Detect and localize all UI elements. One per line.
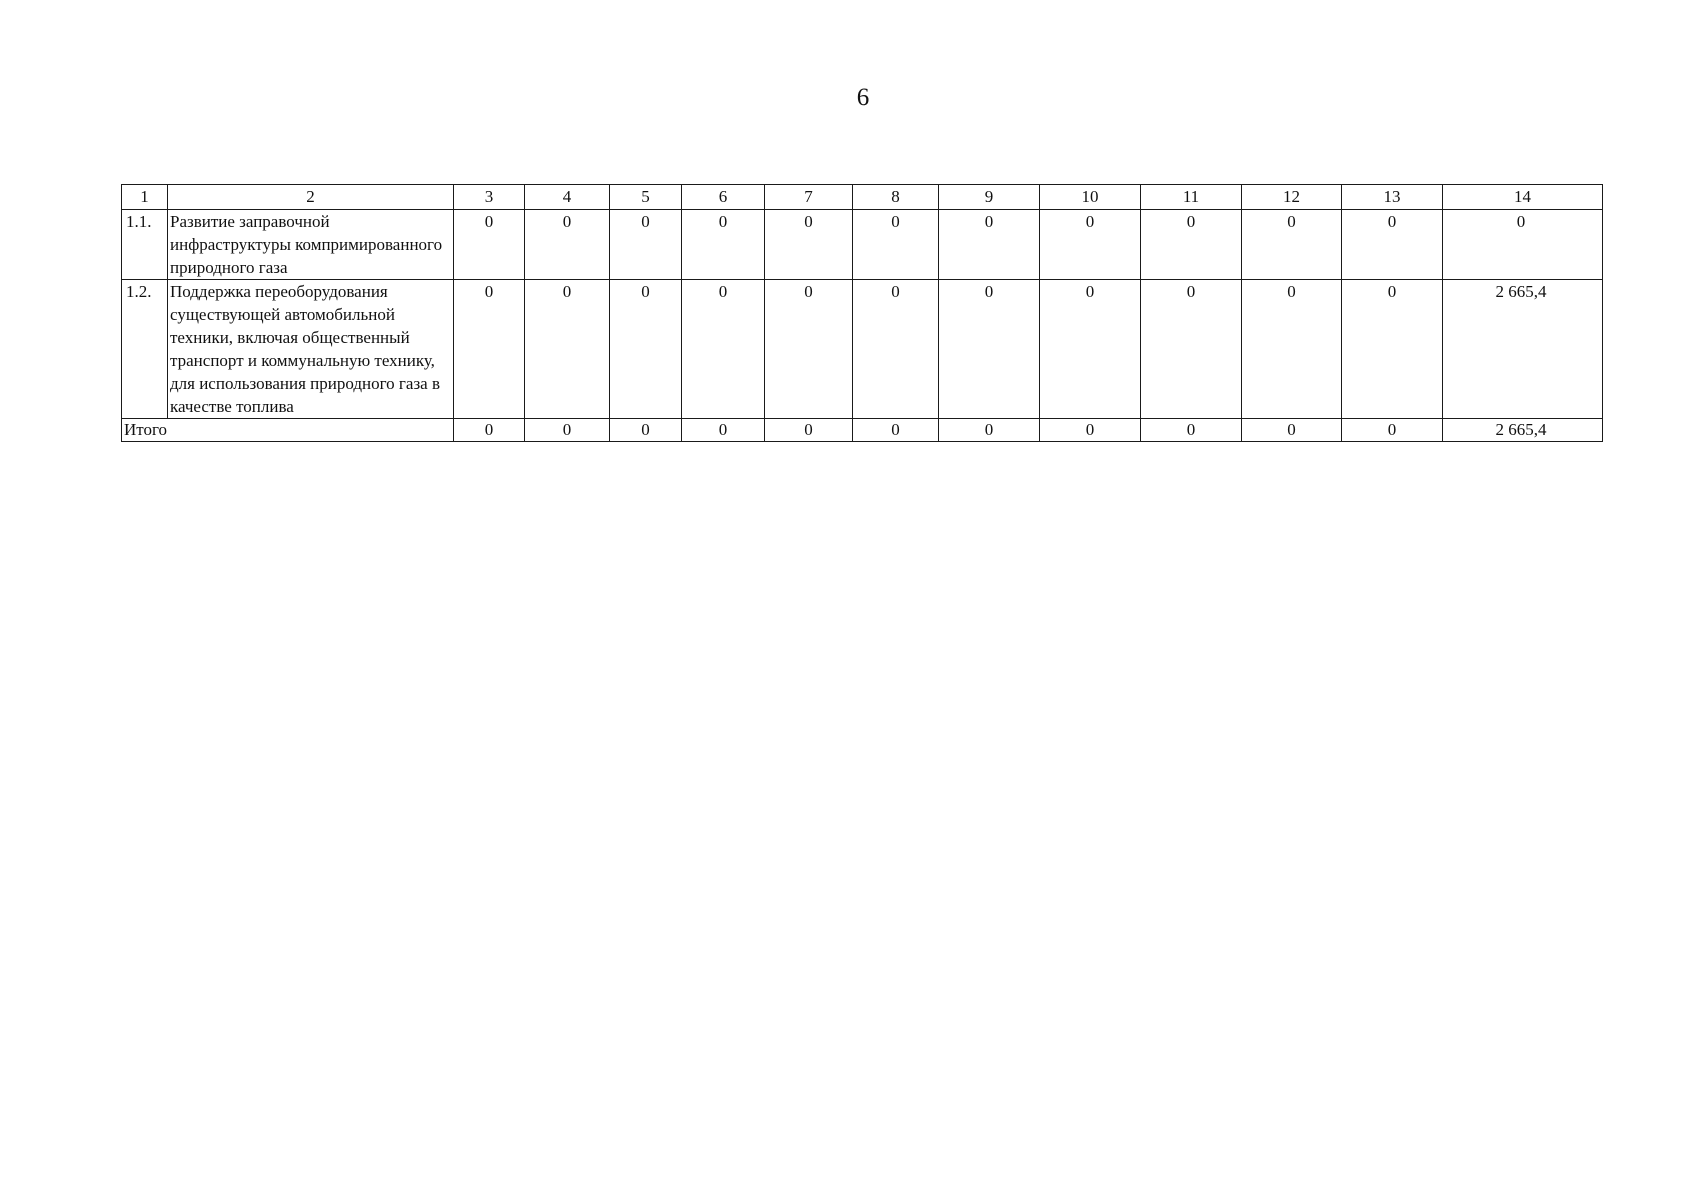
value-cell: 0 <box>1242 280 1342 419</box>
header-cell: 5 <box>610 185 682 210</box>
value-cell: 0 <box>1141 280 1242 419</box>
header-cell: 2 <box>168 185 454 210</box>
table-header-row <box>122 185 1603 210</box>
header-cell: 14 <box>1443 185 1603 210</box>
total-value-cell: 0 <box>610 419 682 442</box>
value-cell: 0 <box>610 210 682 280</box>
header-cell: 6 <box>682 185 765 210</box>
value-cell: 0 <box>682 210 765 280</box>
value-cell: 0 <box>939 280 1040 419</box>
total-value-cell: 0 <box>1040 419 1141 442</box>
total-value-cell: 0 <box>1141 419 1242 442</box>
header-cell: 12 <box>1242 185 1342 210</box>
row-number: 1.1. <box>122 210 168 280</box>
page-number: 6 <box>856 84 870 111</box>
value-cell: 0 <box>525 280 610 419</box>
row-name: Поддержка переоборудования существующей автомобильной техники, включая общественный транспорт и коммунальную технику, для использования природного газа в качестве топлива <box>168 280 454 419</box>
total-value-cell: 0 <box>939 419 1040 442</box>
budget-table <box>121 184 1603 442</box>
total-value-cell: 0 <box>1342 419 1443 442</box>
value-cell: 0 <box>1342 210 1443 280</box>
value-cell: 0 <box>682 280 765 419</box>
total-value-cell: 0 <box>454 419 525 442</box>
value-cell: 0 <box>454 280 525 419</box>
value-cell: 0 <box>1040 280 1141 419</box>
value-cell: 0 <box>1443 210 1603 280</box>
value-cell: 2 665,4 <box>1443 280 1603 419</box>
value-cell: 0 <box>853 280 939 419</box>
header-cell: 4 <box>525 185 610 210</box>
header-cell: 8 <box>853 185 939 210</box>
total-row <box>122 419 1603 442</box>
total-value-cell: 0 <box>682 419 765 442</box>
table-row <box>122 280 1603 419</box>
total-value-cell: 0 <box>1242 419 1342 442</box>
header-cell: 3 <box>454 185 525 210</box>
header-cell: 13 <box>1342 185 1443 210</box>
value-cell: 0 <box>525 210 610 280</box>
header-cell: 10 <box>1040 185 1141 210</box>
value-cell: 0 <box>853 210 939 280</box>
value-cell: 0 <box>765 280 853 419</box>
value-cell: 0 <box>610 280 682 419</box>
total-value-cell: 0 <box>853 419 939 442</box>
value-cell: 0 <box>454 210 525 280</box>
total-label: Итого <box>122 419 454 442</box>
row-name: Развитие заправочной инфраструктуры компримированного природного газа <box>168 210 454 280</box>
header-cell: 1 <box>122 185 168 210</box>
value-cell: 0 <box>1141 210 1242 280</box>
total-value-cell: 0 <box>525 419 610 442</box>
value-cell: 0 <box>939 210 1040 280</box>
value-cell: 0 <box>1040 210 1141 280</box>
total-value-cell: 0 <box>765 419 853 442</box>
row-number: 1.2. <box>122 280 168 419</box>
header-cell: 11 <box>1141 185 1242 210</box>
total-value-cell: 2 665,4 <box>1443 419 1603 442</box>
header-cell: 7 <box>765 185 853 210</box>
value-cell: 0 <box>1342 280 1443 419</box>
value-cell: 0 <box>765 210 853 280</box>
table-row <box>122 210 1603 280</box>
value-cell: 0 <box>1242 210 1342 280</box>
header-cell: 9 <box>939 185 1040 210</box>
